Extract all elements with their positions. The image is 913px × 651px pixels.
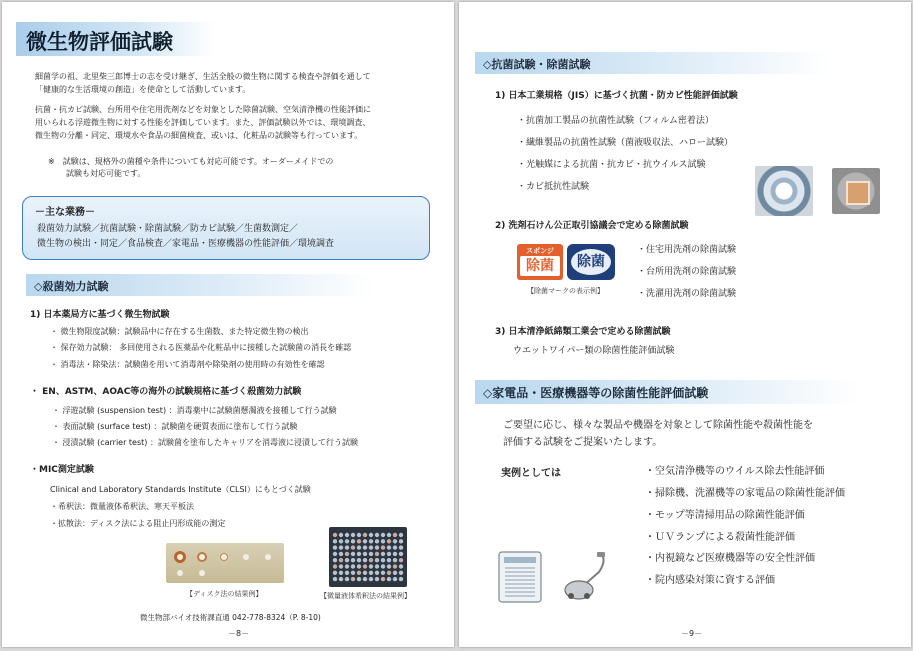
plate-well [333, 533, 337, 537]
plate-well [363, 558, 367, 562]
plate-well [387, 577, 391, 581]
main-business-box [22, 196, 430, 260]
detergent-heading: 2) 洗剤石けん公正取引協議会で定める除菌試験 [495, 221, 689, 231]
plate-well [351, 577, 355, 581]
plate-well [369, 577, 373, 581]
plate-well [357, 564, 361, 568]
plate-well [339, 552, 343, 556]
plate-well [387, 539, 391, 543]
page-number-8: －8－ [228, 629, 250, 638]
vacuum-cleaner-icon [561, 550, 613, 602]
appliance-intro-1: ご要望に応じ、様々な製品や機器を対象として除菌性能や殺菌性能を [503, 420, 813, 431]
dilution-plate-image [329, 527, 407, 587]
disk-method-image [166, 543, 284, 583]
jp-heading: 1) 日本薬局方に基づく微生物試験 [30, 310, 170, 320]
plate-well [375, 558, 379, 562]
plate-well [339, 558, 343, 562]
plate-well [351, 539, 355, 543]
plate-well [333, 552, 337, 556]
plate-well [357, 539, 361, 543]
plate-well [363, 539, 367, 543]
example-6: ・院内感染対策に資する評価 [645, 575, 775, 586]
intro2-line-1: 抗菌・抗カビ試験、台所用や住宅用洗剤などを対象とした除菌試験、空気清浄機の性能評価に [35, 105, 371, 114]
plate-well [351, 533, 355, 537]
caption-disk: 【ディスク法の結果例】 [186, 590, 263, 598]
paper-item: ウエットワイパー類の除菌性能評価試験 [513, 346, 675, 356]
plate-well [345, 564, 349, 568]
plate-well [339, 571, 343, 575]
plate-well [339, 577, 343, 581]
page-title: 微生物評価試験 [26, 30, 173, 54]
plate-well [387, 545, 391, 549]
plate-well [351, 558, 355, 562]
plate-well [381, 539, 385, 543]
plate-well [399, 552, 403, 556]
detergent-item-3: ・洗濯用洗剤の除菌試験 [637, 289, 737, 299]
mic-heading: ・MIC測定試験 [30, 465, 94, 475]
plate-well [369, 533, 373, 537]
plate-well [393, 564, 397, 568]
jis-test-photo-1 [755, 166, 813, 216]
plate-well [381, 533, 385, 537]
plate-well [375, 533, 379, 537]
section-antibacterial-header [475, 52, 831, 74]
detergent-item-1: ・住宅用洗剤の除菌試験 [637, 245, 737, 255]
plate-well [363, 564, 367, 568]
plate-well [375, 564, 379, 568]
jokin-mark-icon [567, 244, 615, 280]
page-9 [459, 2, 911, 647]
plate-well [363, 533, 367, 537]
detergent-item-2: ・台所用洗剤の除菌試験 [637, 267, 737, 277]
caption-dilution: 【微量液体希釈法の結果例】 [320, 592, 411, 600]
plate-well [369, 571, 373, 575]
plate-well [393, 545, 397, 549]
examples-label: 実例としては [501, 468, 561, 479]
page-number-9: －9－ [681, 629, 703, 638]
plate-well [345, 545, 349, 549]
intl-item-3: ・ 浸漬試験 (carrier test) ：試験菌を塗布したキャリアを消毒液に浸漬して行う試験 [52, 438, 358, 447]
note-line-2: 試験も対応可能です。 [66, 169, 146, 178]
appliance-intro-2: 評価する試験をご提案いたします。 [503, 437, 663, 448]
plate-well [351, 571, 355, 575]
plate-well [375, 552, 379, 556]
jp-item-3: ・ 消毒法・除染法：試験菌を用いて消毒剤や除染剤の使用時の有効性を確認 [50, 360, 325, 369]
plate-well [399, 533, 403, 537]
plate-well [399, 539, 403, 543]
plate-well [399, 545, 403, 549]
disk-method-photo [166, 543, 284, 583]
jp-item-2: ・ 保存効力試験： 多回使用される医薬品や化粧品中に接種した試験菌の消長を確認 [50, 343, 352, 352]
plate-well [381, 545, 385, 549]
plate-well [381, 577, 385, 581]
jokin-mark-text: 除菌 [571, 249, 611, 275]
plate-well [369, 539, 373, 543]
plate-well [339, 539, 343, 543]
example-4: ・ＵＶランプによる殺菌性能評価 [645, 532, 795, 543]
intl-item-2: ・ 表面試験 (surface test) ：試験菌を硬質表面に塗布して行う試験 [52, 422, 298, 431]
plate-well [363, 552, 367, 556]
air-purifier-icon [497, 550, 545, 604]
plate-well [333, 564, 337, 568]
example-3: ・モップ等清掃用品の除菌性能評価 [645, 510, 805, 521]
plate-well [363, 577, 367, 581]
plate-well [345, 558, 349, 562]
plate-well [369, 552, 373, 556]
jis-item-3: ・光触媒による抗菌・抗カビ・抗ウイルス試験 [517, 160, 706, 170]
jis-item-2: ・繊維製品の抗菌性試験（菌液吸収法、ハロー試験） [517, 138, 734, 148]
plate-well [351, 552, 355, 556]
mic-item-3: ・拡散法：ディスク法による阻止円形成能の測定 [50, 519, 226, 528]
mic-item-1: Clinical and Laboratory Standards Institute（CLSI）にもとづく試験 [50, 485, 311, 494]
page-8 [2, 2, 454, 647]
business-line-2: 微生物の検出・同定／食品検査／家電品・医療機器の性能評価／環境調査 [37, 239, 335, 249]
plate-well [375, 577, 379, 581]
plate-well [357, 552, 361, 556]
plate-well [333, 571, 337, 575]
plate-well [345, 539, 349, 543]
plate-well [393, 533, 397, 537]
plate-well [387, 571, 391, 575]
plate-well [357, 577, 361, 581]
plate-well [357, 533, 361, 537]
page-title-band [16, 22, 216, 56]
intro2-line-3: 微生物の分離・同定、環境水や食品の細菌検査、或いは、化粧品の試験等も行っています。 [35, 131, 363, 140]
plate-well [357, 545, 361, 549]
example-5: ・内視鏡など医療機器等の安全性評価 [645, 553, 815, 564]
sponge-mark-icon [517, 244, 563, 280]
section-bactericidal-title: ◇殺菌効力試験 [34, 280, 109, 293]
plate-well [345, 571, 349, 575]
contact-line: 微生物部バイオ技術課直通 042-778-8324（P. 8-10) [140, 613, 321, 622]
section-antibacterial-title: ◇抗菌試験・除菌試験 [483, 58, 591, 71]
plate-well [339, 545, 343, 549]
plate-well [381, 552, 385, 556]
plate-well [399, 577, 403, 581]
jis-heading: 1) 日本工業規格（JIS）に基づく抗菌・防カビ性能評価試験 [495, 91, 738, 101]
plate-well [369, 545, 373, 549]
intl-item-1: ・ 浮遊試験 (suspension test) ：消毒薬中に試験菌懸濁液を接種して行う試験 [52, 406, 337, 415]
jis-test-photo-2 [832, 168, 880, 214]
mic-item-2: ・希釈法：微量液体希釈法、寒天平板法 [50, 502, 194, 511]
plate-well [345, 577, 349, 581]
plate-well [345, 533, 349, 537]
plate-well [357, 558, 361, 562]
plate-well [357, 571, 361, 575]
note-line-1: ※ 試験は、規格外の菌種や条件についても対応可能です。オーダーメイドでの [48, 157, 334, 166]
plate-well [351, 545, 355, 549]
plate-well [339, 533, 343, 537]
intl-heading: ・ EN、ASTM、AOAC等の海外の試験規格に基づく殺菌効力試験 [30, 387, 302, 397]
plate-well [345, 552, 349, 556]
plate-well [381, 571, 385, 575]
plate-well [333, 545, 337, 549]
jis-item-4: ・カビ抵抗性試験 [517, 182, 590, 192]
example-1: ・空気清浄機等のウイルス除去性能評価 [645, 466, 825, 477]
mark-caption: 【除菌マークの表示例】 [527, 287, 604, 295]
intro-line-1: 細菌学の祖、北里柴三郎博士の志を受け継ぎ、生活全般の微生物に関する検査や評価を通して [35, 72, 371, 81]
plate-well [399, 564, 403, 568]
plate-well [333, 577, 337, 581]
plate-well [399, 571, 403, 575]
plate-well [351, 564, 355, 568]
plate-well [381, 558, 385, 562]
plate-well [375, 545, 379, 549]
plate-well [393, 539, 397, 543]
plate-well [393, 577, 397, 581]
sponge-mark-top: スポンジ [526, 247, 554, 255]
sponge-mark-main: 除菌 [520, 256, 560, 276]
section-appliance-header [475, 380, 859, 404]
example-2: ・掃除機、洗濯機等の家電品の除菌性能評価 [645, 488, 845, 499]
intro2-line-2: 用いられる浮遊微生物に対する性能を評価しています。また、評価試験以外では、環境調査、 [35, 118, 371, 127]
business-line-1: 殺菌効力試験／抗菌試験・除菌試験／防カビ試験／生菌数測定／ [37, 224, 299, 234]
plate-well [387, 558, 391, 562]
plate-well [369, 564, 373, 568]
test-specimen-square [846, 181, 870, 205]
plate-well [339, 564, 343, 568]
business-heading: －主な業務－ [35, 207, 95, 218]
plate-well [387, 533, 391, 537]
plate-well [375, 539, 379, 543]
plate-well [333, 539, 337, 543]
dilution-plate-photo [329, 527, 407, 587]
jis-item-1: ・抗菌加工製品の抗菌性試験（フィルム密着法） [517, 116, 714, 126]
plate-well [387, 564, 391, 568]
plate-well [393, 552, 397, 556]
section-appliance-title: ◇家電品・医療機器等の除菌性能評価試験 [483, 386, 709, 400]
plate-well [387, 552, 391, 556]
plate-well [381, 564, 385, 568]
paper-heading: 3) 日本清浄紙綿類工業会で定める除菌試験 [495, 327, 671, 337]
jp-item-1: ・ 微生物限度試験：試験品中に存在する生菌数、また特定微生物の検出 [50, 327, 309, 336]
plate-well [399, 558, 403, 562]
plate-well [333, 558, 337, 562]
plate-well [363, 545, 367, 549]
plate-well [393, 571, 397, 575]
section-bactericidal-header [26, 274, 374, 296]
intro-line-2: 「健康的な生活環境の創造」を使命として活動しています。 [35, 85, 251, 94]
plate-well [375, 571, 379, 575]
plate-well [393, 558, 397, 562]
plate-well [363, 571, 367, 575]
plate-well [369, 558, 373, 562]
